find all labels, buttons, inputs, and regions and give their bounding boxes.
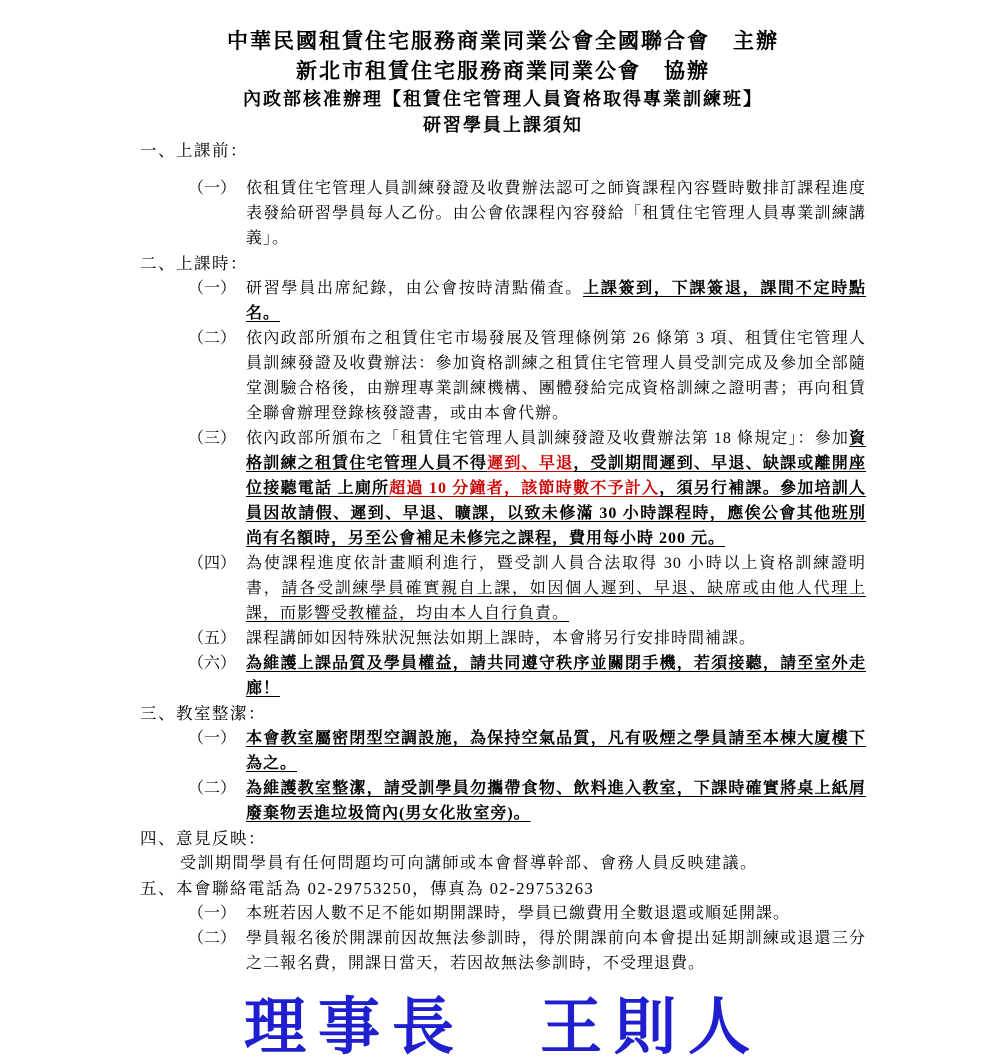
section-heading: 一、上課前： [140, 141, 248, 160]
item-text [246, 651, 866, 701]
sections-container [140, 138, 866, 976]
list-item [188, 926, 866, 976]
item-number-label: （一） [188, 730, 237, 747]
section-heading: 二、上課時： [140, 254, 248, 273]
list-item [188, 176, 866, 251]
item-text [246, 926, 866, 976]
spacer [140, 163, 866, 176]
item-text [246, 426, 866, 551]
item-number-label: （三） [188, 430, 237, 447]
item-text [246, 276, 866, 326]
list-item [188, 776, 866, 826]
section-note: 受訓期間學員有任何問題均可向講師或本會督導幹部、會務人員反映建議。 [180, 855, 758, 872]
chairman-signature: 理事長 王則人 [243, 994, 762, 1062]
item-number-label: （六） [188, 655, 237, 672]
highlight-red-text: 遲到、早退 [487, 455, 574, 472]
body-text: 研習學員出席紀錄，由公會按時清點備查。 [246, 280, 583, 297]
item-text [246, 326, 866, 426]
list-item [188, 426, 866, 551]
emphasized-text: 資格訓練之租賃住宅管理人員不得 [246, 430, 866, 472]
co-organizer-line: 新北市租賃住宅服務商業同業公會 協辦 [296, 59, 710, 83]
item-number-label: （五） [188, 630, 237, 647]
section-heading: 三、教室整潔： [140, 704, 266, 723]
document-header [140, 26, 866, 138]
item-number-label: （四） [188, 555, 237, 572]
item-text [246, 176, 866, 251]
list-item [188, 726, 866, 776]
item-text [246, 776, 866, 826]
emphasized-text: ，須另行補課。參加培訓人員因故請假、遲到、早退、曠課，以致未修滿 30 小時課程時，應俟公會其他班別尚有名額時，另至公會補足未修完之課程，費用每小時 200 元。 [246, 480, 866, 547]
list-item [188, 326, 866, 426]
section-heading: 四、意見反映： [140, 829, 266, 848]
list-item [188, 901, 866, 926]
emphasized-text: 為維護教室整潔，請受訓學員勿攜帶食物、飲料進入教室，下課時確實將桌上紙屑廢棄物丟進垃圾筒內(男女化妝室旁)。 [246, 780, 866, 822]
body-text: 為使課程進度依計畫順利進行，暨受訓人員合法取得 30 小時以上資格訓練證明書， [246, 555, 866, 597]
emphasized-text: ，受訓期間遲到、早退、缺課或離開座位接聽電話 上廁所 [246, 455, 866, 497]
item-text [246, 726, 866, 776]
item-number-label: （一） [188, 180, 237, 197]
body-text: 課程講師如因特殊狀況無法如期上課時，本會將另行安排時間補課。 [246, 630, 757, 647]
emphasized-text: 為維護上課品質及學員權益，請共同遵守秩序並關閉手機，若須接聽，請至室外走廊！ [246, 655, 866, 697]
item-number-label: （二） [188, 780, 237, 797]
document-title: 研習學員上課須知 [423, 115, 583, 135]
list-item [188, 551, 866, 626]
item-number-label: （一） [188, 905, 237, 922]
approval-line: 內政部核准辦理【租賃住宅管理人員資格取得專業訓練班】 [243, 89, 763, 109]
item-text [246, 901, 866, 926]
organizer-line: 中華民國租賃住宅服務商業同業公會全國聯合會 主辦 [227, 29, 779, 53]
item-number-label: （一） [188, 280, 237, 297]
list-item [188, 651, 866, 701]
item-number-label: （二） [188, 330, 237, 347]
emphasized-text: 本會教室屬密閉型空調設施，為保持空氣品質，凡有吸煙之學員請至本棟大廈樓下為之。 [246, 730, 866, 772]
body-text: 依內政部所頒布之「租賃住宅管理人員訓練發證及收費辦法第 18 條規定」：參加 [246, 430, 849, 447]
body-text: 本班若因人數不足不能如期開課時，學員已繳費用全數退還或順延開課。 [246, 905, 791, 922]
body-text: 學員報名後於開課前因故無法參訓時，得於開課前向本會提出延期訓練或退還三分之二報名費，開課日當天，若因故無法參訓時，不受理退費。 [246, 930, 866, 972]
emphasized-text: 請各受訓練學員確實親自上課，如因個人遲到、早退、缺席或由他人代理上課，而影響受教權益，均由本人自行負責。 [246, 580, 866, 622]
body-text: 依租賃住宅管理人員訓練發證及收費辦法認可之師資課程內容暨時數排訂課程進度表發給研習學員每人乙份。由公會依課程內容發給「租賃住宅管理人員專業訓練講義」。 [246, 180, 866, 247]
item-text [246, 626, 866, 651]
item-number-label: （二） [188, 930, 237, 947]
emphasized-text: 上課簽到，下課簽退，課間不定時點名。 [246, 280, 866, 322]
section-heading: 五、本會聯絡電話為 02-29753250，傳真為 02-29753263 [140, 879, 595, 898]
item-text [246, 551, 866, 626]
list-item [188, 626, 866, 651]
body-text: 依內政部所頒布之租賃住宅市場發展及管理條例第 26 條第 3 項、租賃住宅管理人員訓練發證及收費辦法：參加資格訓練之租賃住宅管理人員受訓完成及參加全部隨堂測驗合格後，由辦理專業訓練機構、團體發給完成資格訓練之證明書；再向租賃全聯會辦理登錄核發證書，或由本會代辦。 [246, 330, 866, 422]
list-item [188, 276, 866, 326]
highlight-red-text: 超過 10 分鐘者，該節時數不予計入 [389, 480, 660, 497]
